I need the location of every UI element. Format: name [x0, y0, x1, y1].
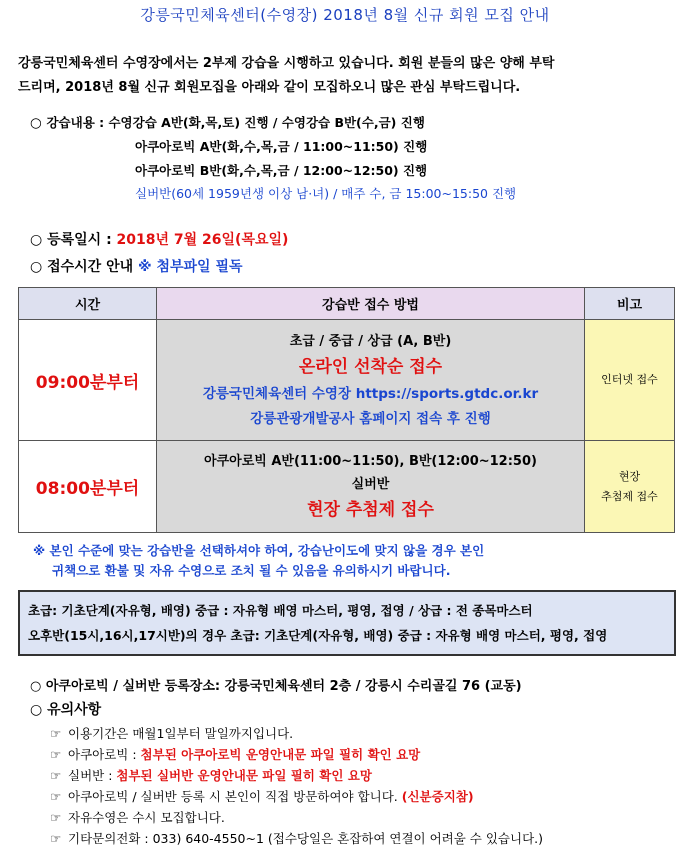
note-text: 실버반 :: [68, 768, 117, 783]
place-row: [30, 675, 522, 694]
row2-note: [585, 441, 675, 533]
note-text: 자유수영은 수시 모집합니다.: [68, 810, 225, 825]
reception-note: ※ 첨부파일 필독: [138, 259, 243, 275]
registration-date: 2018년 7월 26일(목요일): [116, 232, 289, 248]
note-red-text: 첨부된 아쿠아로빅 운영안내문 파일 필히 확인 요망: [140, 747, 421, 762]
note-item: [50, 724, 293, 742]
row1-levels: 초급 / 중급 / 상급 (A, B반): [289, 334, 452, 349]
lessons-row: [30, 113, 425, 131]
table-row: [19, 441, 675, 533]
aerobic-a-line: 아쿠아로빅 A반(화,수,목,금 / 11:00~11:50) 진행: [135, 139, 428, 154]
note-item: [50, 745, 420, 763]
note-red-text: 첨부된 실버반 운영안내문 파일 필히 확인 요망: [116, 768, 372, 783]
reception-label: 접수시간 안내: [47, 259, 138, 275]
intro-line-2: 드리며, 2018년 8월 신규 회원모집을 아래와 같이 모집하오니 많은 관심 부탁드립니다.: [18, 80, 521, 95]
silver-line: 실버반(60세 1959년생 이상 남·녀) / 매주 수, 금 15:00~15:50 진행: [135, 186, 517, 201]
note-text: 이용기간은 매월1일부터 말일까지입니다.: [68, 726, 294, 741]
level-line-2: 오후반(15시,16시,17시반)의 경우 초급: 기초단계(자유형, 배영) 중급 : 자유형 배영 마스터, 평영, 접영: [28, 628, 608, 643]
row1-website-link[interactable]: 강릉국민체육센터 수영장 https://sports.gtdc.or.kr: [202, 386, 539, 402]
table-row: [19, 320, 675, 441]
table-header-row: [19, 288, 675, 320]
row2-note-line-1: 현장: [618, 469, 641, 483]
pointing-hand-icon: ☞: [50, 831, 62, 846]
place-text: 아쿠아로빅 / 실버반 등록장소: 강릉국민체육센터 2층 / 강릉시 수리골길 76 (교동): [45, 679, 522, 694]
intro-line-1: 강릉국민체육센터 수영장에서는 2부제 강습을 시행하고 있습니다. 회원 분들의 많은 양해 부탁: [18, 56, 555, 71]
circle-bullet-icon: ○: [30, 679, 42, 694]
note-text: 아쿠아로빅 :: [68, 747, 141, 762]
note-item: [50, 808, 225, 826]
row2-note-line-2: 추첨제 접수: [601, 489, 658, 503]
level-description-box: [18, 590, 676, 656]
lessons-label: 강습내용 : 수영강습 A반(화,목,토) 진행 / 수영강습 B반(수,금) 진행: [46, 115, 425, 130]
note-item: [50, 829, 543, 847]
notes-title: 유의사항: [47, 702, 102, 718]
note-text: 아쿠아로빅 / 실버반 등록 시 본인이 직접 방문하여야 합니다.: [68, 789, 402, 804]
header-time: 시간: [19, 288, 157, 320]
pointing-hand-icon: ☞: [50, 810, 62, 825]
warning-line-2: 귀책으로 환불 및 자유 수영으로 조치 될 수 있음을 유의하시기 바랍니다.: [52, 563, 451, 578]
row2-lottery: 현장 추첨제 접수: [307, 499, 434, 520]
note-item: [50, 766, 372, 784]
circle-bullet-icon: ○: [30, 259, 43, 275]
header-note: 비고: [585, 288, 675, 320]
pointing-hand-icon: ☞: [50, 768, 62, 783]
note-item: [50, 787, 474, 805]
pointing-hand-icon: ☞: [50, 747, 62, 762]
registration-label: 등록일시 :: [47, 232, 117, 248]
aerobic-b-line: 아쿠아로빅 B반(화,수,목,금 / 12:00~12:50) 진행: [135, 163, 428, 178]
registration-row: [30, 229, 288, 249]
row2-silver-class: 실버반: [351, 476, 390, 492]
row1-time: 09:00분부터: [19, 320, 157, 441]
pointing-hand-icon: ☞: [50, 726, 62, 741]
notes-title-row: [30, 699, 101, 719]
header-method: 강습반 접수 방법: [157, 288, 585, 320]
row1-note: 인터넷 접수: [585, 320, 675, 441]
row1-homepage-text: 강릉관광개발공사 홈페이지 접속 후 진행: [250, 411, 491, 427]
note-text: 기타문의전화 : 033) 640-4550~1 (접수당일은 혼잡하여 연결이 어려울 수 있습니다.): [68, 831, 543, 846]
row1-online-first-come: 온라인 선착순 접수: [298, 357, 443, 377]
circle-bullet-icon: ○: [30, 115, 42, 131]
circle-bullet-icon: ○: [30, 232, 43, 248]
reception-schedule-table: [18, 287, 675, 533]
circle-bullet-icon: ○: [30, 702, 43, 718]
reception-row: [30, 256, 243, 276]
page-title: 강릉국민체육센터(수영장) 2018년 8월 신규 회원 모집 안내: [140, 6, 550, 24]
level-line-1: 초급: 기초단계(자유형, 배영) 중급 : 자유형 배영 마스터, 평영, 접영 / 상급 : 전 종목마스터: [28, 603, 533, 618]
row2-aerobic-classes: 아쿠아로빅 A반(11:00~11:50), B반(12:00~12:50): [204, 453, 537, 469]
row2-time: 08:00분부터: [19, 441, 157, 533]
pointing-hand-icon: ☞: [50, 789, 62, 804]
row1-method: [157, 320, 585, 441]
warning-line-1: ※ 본인 수준에 맞는 강습반을 선택하셔야 하여, 강습난이도에 맞지 않을 경우 본인: [33, 543, 485, 558]
row2-method: [157, 441, 585, 533]
note-red-text: (신분증지참): [401, 789, 474, 804]
